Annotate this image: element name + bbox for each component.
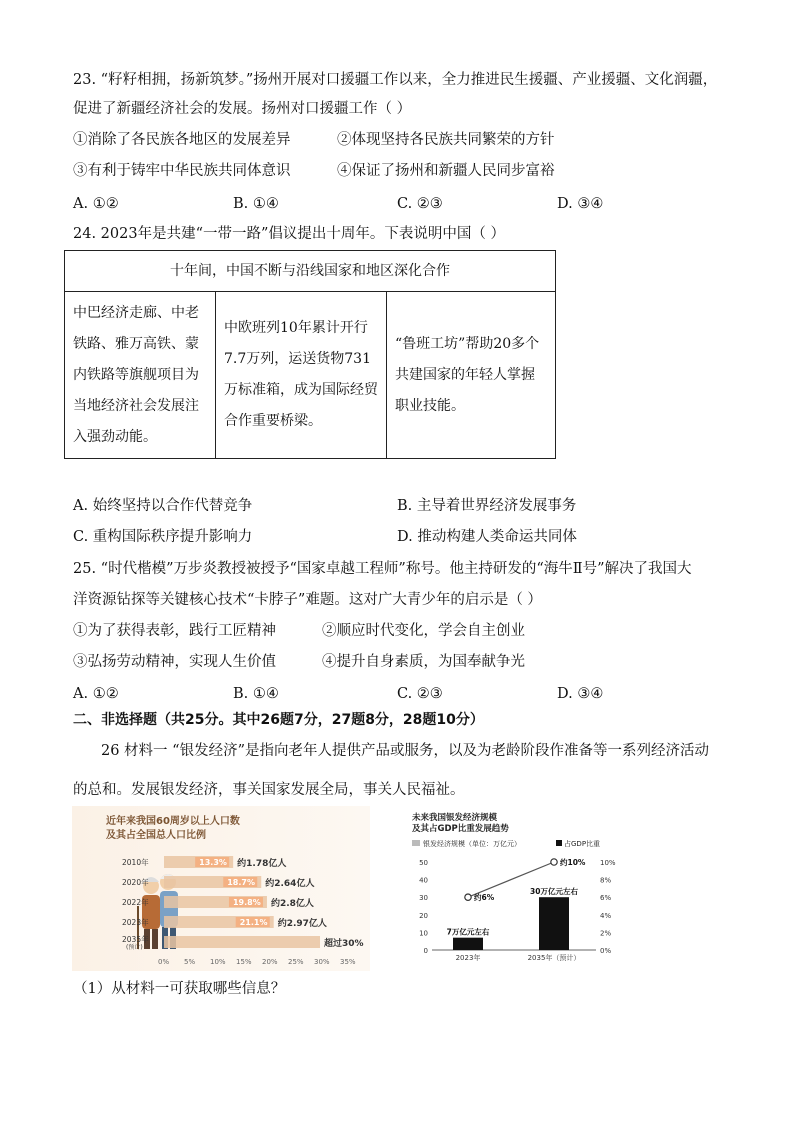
legend-share-label: 占GDP比重 xyxy=(564,840,601,848)
chart2-left-tick: 0 xyxy=(423,947,428,955)
chart2-right-tick: 0% xyxy=(600,947,612,955)
chart1-annotation: 约2.8亿人 xyxy=(270,899,314,909)
q25-option-1: ①为了获得表彰，践行工匠精神 xyxy=(73,623,276,639)
chart1-x-tick: 20% xyxy=(262,958,278,966)
q24-table xyxy=(64,250,556,459)
chart2-bar-label: 7万亿元左右 xyxy=(446,927,490,937)
q23-option-1: ①消除了各民族各地区的发展差异 xyxy=(73,132,291,148)
chart1-x-tick: 15% xyxy=(236,958,252,966)
chart2-title-line1: 未来我国银发经济规模 xyxy=(412,813,498,823)
chart1-annotation: 约2.64亿人 xyxy=(265,879,315,889)
q24-table-header: 十年间，中国不断与沿线国家和地区深化合作 xyxy=(65,251,556,292)
chart1-category-label: 2023年 xyxy=(122,918,149,927)
chart2-share-label: 约10% xyxy=(560,858,586,867)
chart2-share-label: 约6% xyxy=(474,893,495,903)
q25-choice-b: B. ①④ xyxy=(233,686,279,702)
silver-economy-chart xyxy=(408,810,630,962)
q24-choice-c: C. 重构国际秩序提升影响力 xyxy=(73,529,253,545)
q25-choice-d: D. ③④ xyxy=(557,686,604,702)
q25-option-4: ④提升自身素质，为国奉献争光 xyxy=(322,654,525,670)
chart1-x-tick: 5% xyxy=(184,958,196,966)
chart2-right-tick: 10% xyxy=(600,859,616,867)
q24-table-cell-3: “鲁班工坊”帮助20多个共建国家的年轻人掌握职业技能。 xyxy=(387,292,556,459)
chart1-annotation: 超过30% xyxy=(324,939,364,949)
chart2-bar xyxy=(453,938,483,950)
chart1-category-label: 2020年 xyxy=(122,878,149,887)
chart2-right-tick: 6% xyxy=(600,894,612,903)
section-2-title: 二、非选择题（共25分。其中26题7分，27题8分，28题10分） xyxy=(73,712,484,728)
chart1-x-tick: 25% xyxy=(288,958,304,966)
q24-choice-d: D. 推动构建人类命运共同体 xyxy=(397,529,577,545)
q23-stem-line2: 促进了新疆经济社会的发展。扬州对口援疆工作（ ） xyxy=(73,101,412,117)
chart1-x-tick: 10% xyxy=(210,958,226,966)
chart1-category-label: 2035年(预计) xyxy=(122,935,149,951)
chart1-annotation: 约1.78亿人 xyxy=(237,859,287,869)
elderly-population-chart xyxy=(72,806,370,971)
chart2-left-tick: 30 xyxy=(419,894,428,903)
chart2-bar xyxy=(539,897,569,950)
q26-material-line1: 26 材料一 “银发经济”是指向老年人提供产品或服务，以及为老龄阶段作准备等一系列经济活动 xyxy=(101,743,709,759)
q26-material-line2: 的总和。发展银发经济，事关国家发展全局，事关人民福祉。 xyxy=(73,782,465,798)
legend-scale-swatch xyxy=(412,840,420,846)
chart2-right-tick: 2% xyxy=(600,929,612,938)
q25-option-3: ③弘扬劳动精神，实现人生价值 xyxy=(73,654,276,670)
chart1-bar xyxy=(164,936,320,948)
chart1-x-tick: 30% xyxy=(314,958,330,966)
chart2-category-label: 2023年 xyxy=(455,954,481,962)
chart1-value-label: 19.8% xyxy=(232,898,261,907)
q26-sub-question-1: （1）从材料一可获取哪些信息？ xyxy=(73,981,286,997)
chart1-category-label: 2022年 xyxy=(122,898,149,907)
q25-choice-c: C. ②③ xyxy=(397,686,443,702)
q24-table-cell-2: 中欧班列10年累计开行7.7万列，运送货物731万标准箱，成为国际经贸合作重要桥梁。 xyxy=(216,292,387,459)
chart1-value-label: 13.3% xyxy=(199,858,227,867)
chart2-right-tick: 4% xyxy=(600,911,612,920)
q25-stem-line2: 洋资源钻探等关键核心技术“卡脖子”难题。这对广大青少年的启示是（ ） xyxy=(73,592,542,608)
chart2-share-point xyxy=(465,894,471,900)
chart2-left-tick: 50 xyxy=(419,859,428,867)
q25-stem-line1: 25. “时代楷模”万步炎教授被授予“国家卓越工程师”称号。他主持研发的“海牛Ⅱ号”解决了我国大 xyxy=(73,561,692,577)
chart2-share-point xyxy=(551,859,557,865)
q25-option-2: ②顺应时代变化，学会自主创业 xyxy=(322,623,525,639)
chart1-category-label: 2010年 xyxy=(122,858,149,867)
chart1-x-tick: 35% xyxy=(340,958,356,966)
q25-choice-a: A. ①② xyxy=(73,686,119,702)
chart2-right-tick: 8% xyxy=(600,876,612,885)
q24-stem: 24. 2023年是共建“一带一路”倡议提出十周年。下表说明中国（ ） xyxy=(73,226,506,242)
chart1-value-label: 18.7% xyxy=(227,878,256,887)
legend-scale-label: 银发经济规模（单位：万亿元） xyxy=(423,840,521,848)
chart1-x-tick: 0% xyxy=(158,958,170,966)
chart2-bar-label: 30万亿元左右 xyxy=(530,887,578,897)
q23-stem-line1: 23. “籽籽相拥，扬新筑梦。”扬州开展对口援疆工作以来，全力推进民生援疆、产业援疆、文化润疆， xyxy=(73,72,718,88)
chart2-left-tick: 20 xyxy=(419,911,428,920)
q24-choice-a: A. 始终坚持以合作代替竞争 xyxy=(73,498,253,514)
q24-table-cell-1: 中巴经济走廊、中老铁路、雅万高铁、蒙内铁路等旗舰项目为当地经济社会发展注入强劲动能。 xyxy=(65,292,216,459)
q23-option-4: ④保证了扬州和新疆人民同步富裕 xyxy=(337,163,555,179)
chart2-title-line2: 及其占GDP比重发展趋势 xyxy=(412,824,509,834)
q23-choice-d: D. ③④ xyxy=(557,196,604,212)
q23-option-2: ②体现坚持各民族共同繁荣的方针 xyxy=(337,132,555,148)
chart2-left-tick: 40 xyxy=(419,876,428,885)
q23-choice-a: A. ①② xyxy=(73,196,119,212)
q24-choice-b: B. 主导着世界经济发展事务 xyxy=(397,498,577,514)
chart2-left-tick: 10 xyxy=(419,929,428,938)
q23-choice-c: C. ②③ xyxy=(397,196,443,212)
chart1-title-line1: 近年来我国60周岁以上人口数 xyxy=(106,816,240,827)
chart2-category-label: 2035年（预计） xyxy=(527,954,581,962)
q23-choice-b: B. ①④ xyxy=(233,196,279,212)
chart1-value-label: 21.1% xyxy=(239,918,268,927)
q23-option-3: ③有利于铸牢中华民族共同体意识 xyxy=(73,163,291,179)
chart1-annotation: 约2.97亿人 xyxy=(277,919,327,929)
chart1-title-line2: 及其占全国总人口比例 xyxy=(106,830,206,841)
legend-share-swatch xyxy=(556,840,562,846)
